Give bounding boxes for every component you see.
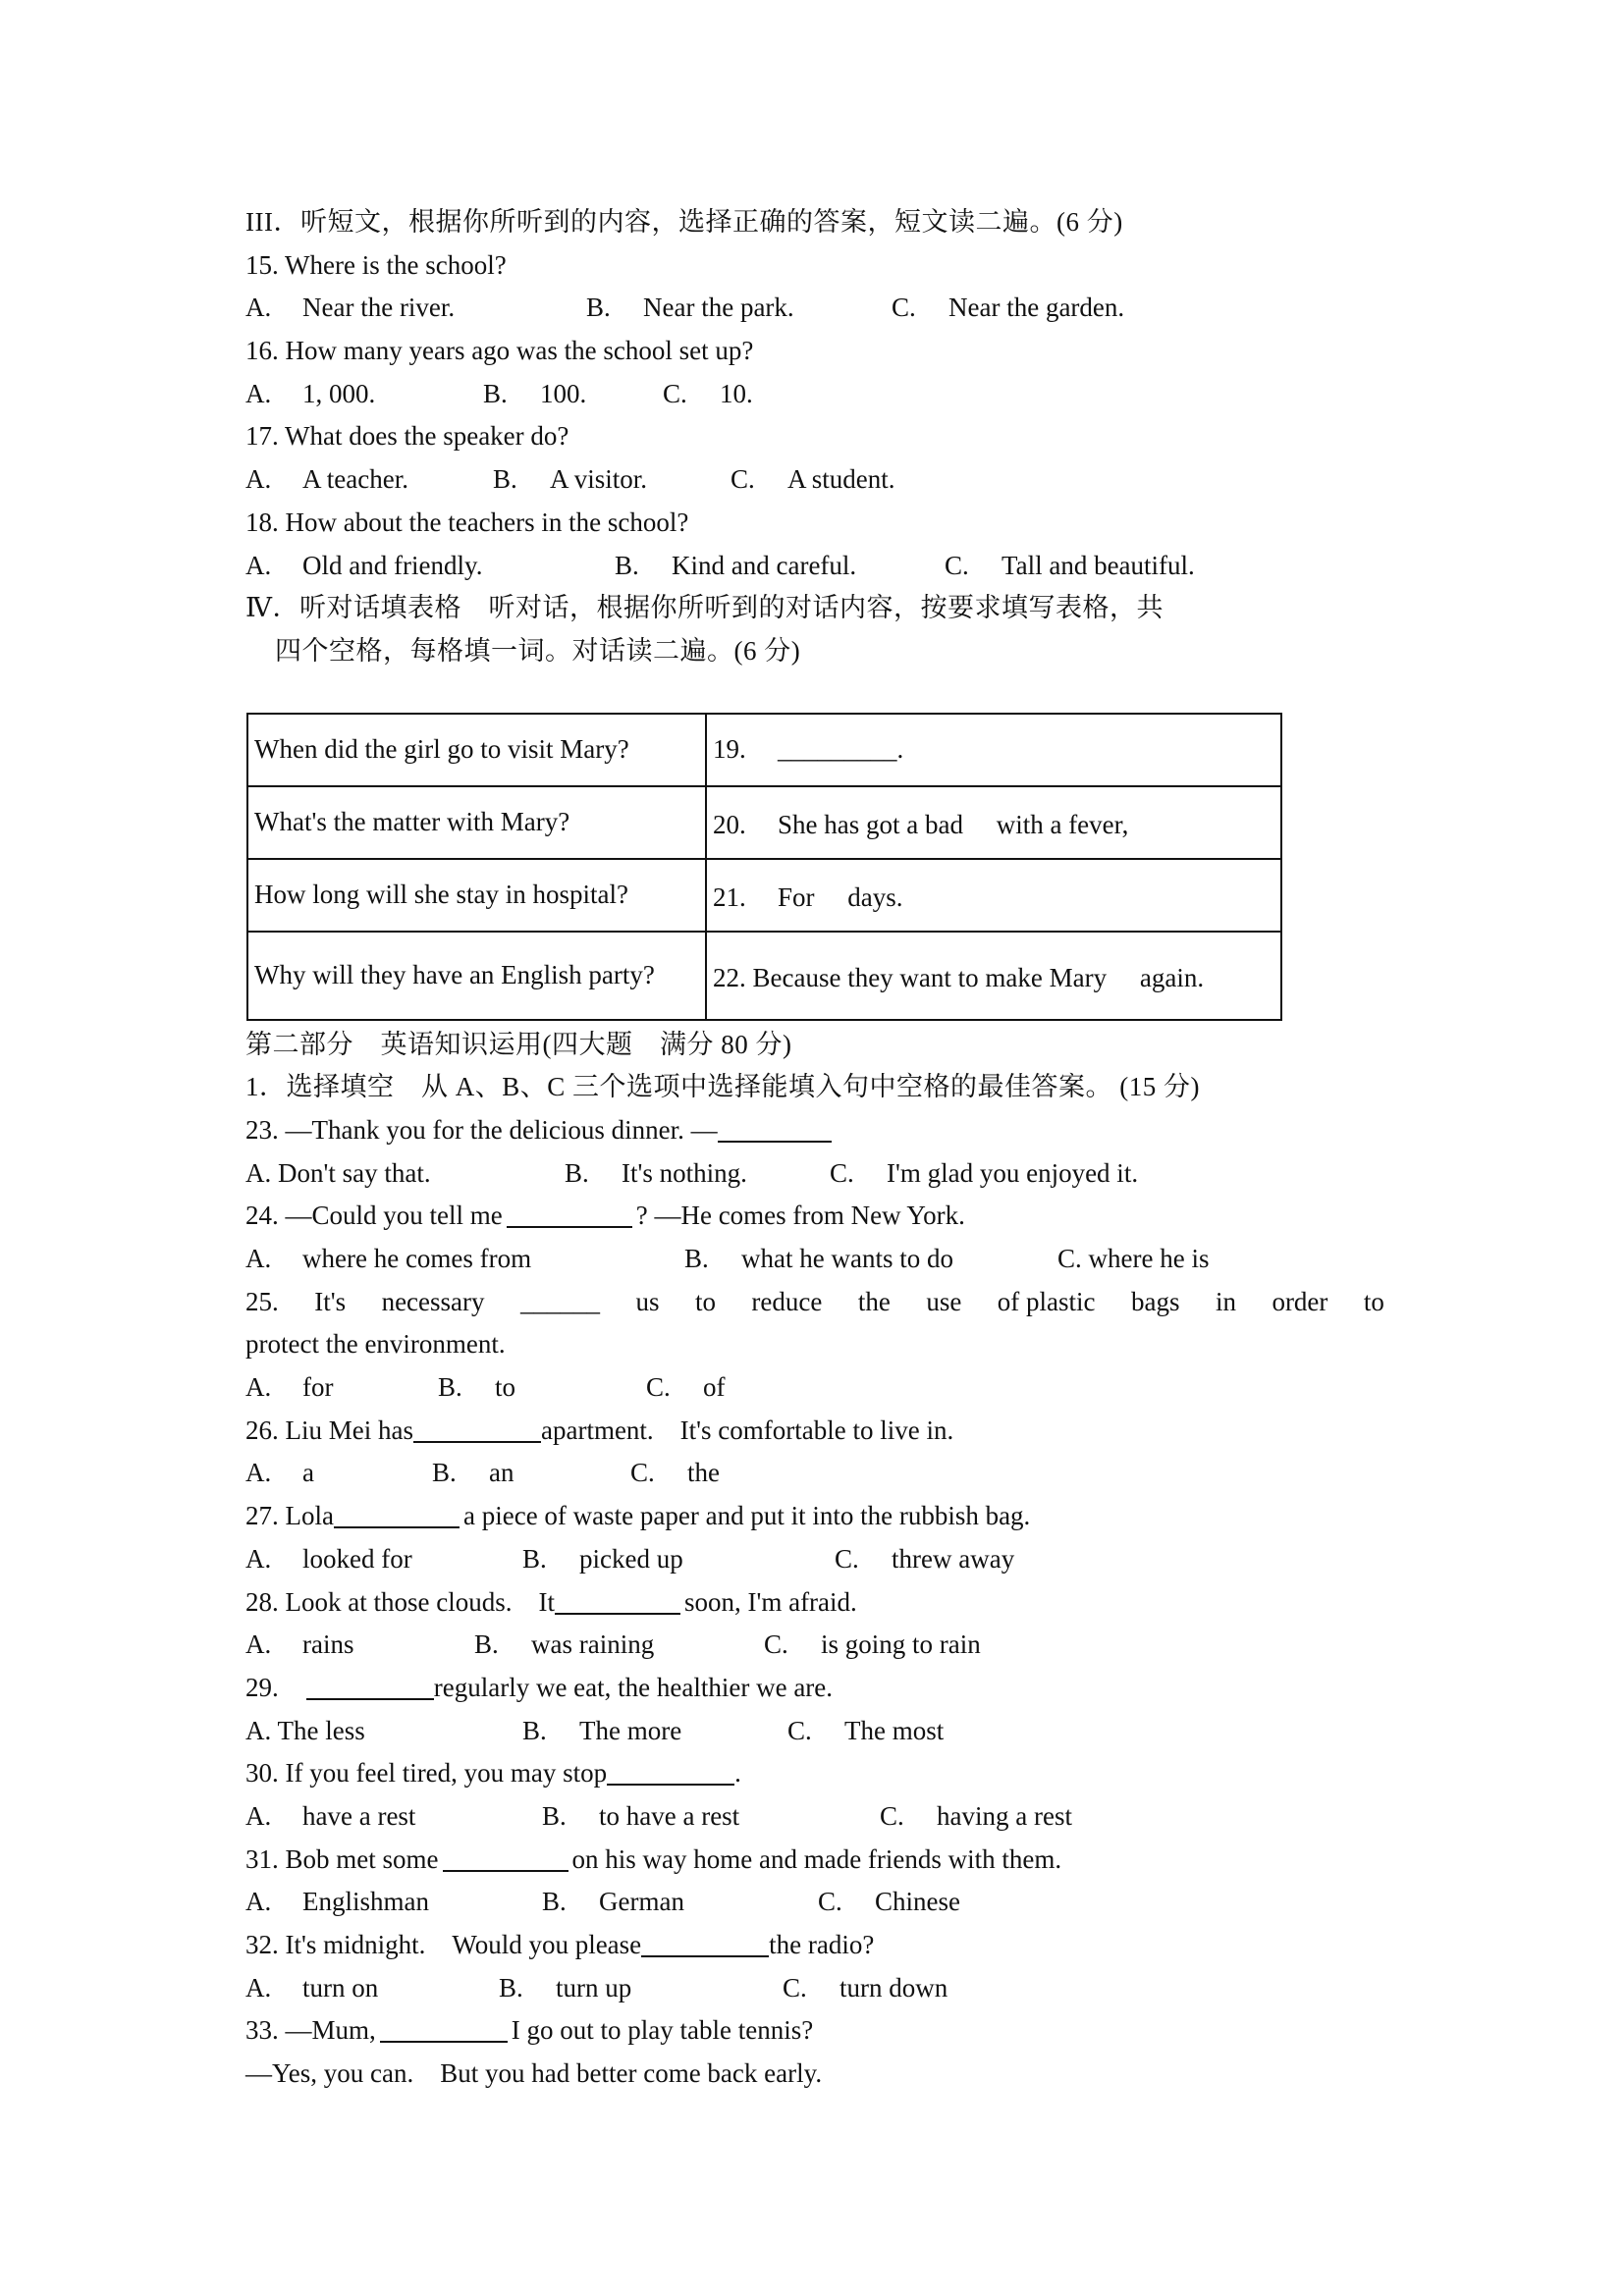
option-a: A. for: [245, 1372, 334, 1403]
option-c: C. The most: [787, 1715, 945, 1745]
option-c: C. Near the garden.: [892, 293, 1125, 323]
option-c: C. Chinese: [818, 1887, 960, 1917]
question-33: 33. —Mum, I go out to play table tennis?: [245, 2015, 814, 2046]
table-row: [247, 859, 1281, 932]
option-c: C. where he is: [1057, 1244, 1210, 1273]
table-question: How long will she stay in hospital?: [247, 859, 706, 932]
option-b: B. Near the park.: [586, 293, 794, 323]
option-b: B. A visitor.: [493, 464, 648, 495]
option-c: C. the: [630, 1458, 720, 1488]
table-answer: 21. For days.: [706, 859, 1281, 932]
table-question: Why will they have an English party?: [247, 932, 706, 1020]
part-2-subheading: 1．选择填空 从 A、B、C 三个选项中选择能填入句中空格的最佳答案。 (15 分): [245, 1072, 1200, 1102]
question-27: 27. Lola a piece of waste paper and put it into the rubbish bag.: [245, 1501, 1031, 1531]
question-23: 23. —Thank you for the delicious dinner. —: [245, 1109, 1404, 1152]
answer-blank: [641, 1928, 769, 1957]
answer-blank: [507, 1199, 632, 1228]
option-c: C. of: [646, 1372, 726, 1403]
table-answer: 20. She has got a bad with a fever,: [706, 786, 1281, 859]
option-a: A. Englishman: [245, 1887, 429, 1917]
question-24-options: [245, 1238, 1404, 1281]
question-16: 16. How many years ago was the school set up?: [245, 336, 754, 366]
table-question: When did the girl go to visit Mary?: [247, 714, 706, 786]
option-c: C. A student.: [731, 464, 895, 495]
option-a: A. Near the river.: [245, 293, 456, 323]
answer-blank: [607, 1756, 734, 1786]
question-23-options: [245, 1152, 1404, 1196]
option-b: B. an: [432, 1458, 514, 1488]
question-15-options: [245, 287, 1404, 330]
answer-blank: [555, 1585, 680, 1615]
question-16-options: [245, 373, 1404, 416]
option-a: A. A teacher.: [245, 464, 408, 495]
question-18-options: [245, 545, 1404, 588]
option-a: A. 1, 000.: [245, 378, 376, 408]
question-24: 24. —Could you tell me ? —He comes from New York.: [245, 1201, 965, 1231]
section-4-heading-line-1: Ⅳ．听对话填表格 听对话，根据你所听到的对话内容，按要求填写表格，共: [245, 593, 1164, 623]
question-30: 30. If you feel tired, you may stop .: [245, 1758, 741, 1789]
question-25: 25. It's necessary ______ us to reduce the use of plastic bags in order to: [245, 1286, 1384, 1316]
part-2-heading: 第二部分 英语知识运用(四大题 满分 80 分): [245, 1029, 792, 1059]
option-a: A. looked for: [245, 1543, 412, 1574]
answer-blank: [718, 1113, 832, 1143]
table-answer: 19. _________.: [706, 714, 1281, 786]
answer-blank: [380, 2013, 508, 2043]
question-30-options: [245, 1795, 1404, 1839]
question-15: 15. Where is the school?: [245, 249, 507, 280]
question-18: 18. How about the teachers in the school?: [245, 507, 689, 537]
option-b: B. what he wants to do: [684, 1244, 953, 1273]
option-a: A. Don't say that.: [245, 1157, 431, 1188]
question-28: 28. Look at those clouds. It soon, I'm afraid.: [245, 1586, 857, 1617]
question-32-options: [245, 1967, 1404, 2010]
table-row: [247, 932, 1281, 1020]
question-17-options: [245, 458, 1404, 502]
option-b: B. Kind and careful.: [615, 550, 857, 580]
answer-blank: [443, 1842, 568, 1872]
answer-blank: [306, 1671, 434, 1700]
option-a: A. The less: [245, 1715, 365, 1745]
option-c: C. 10.: [663, 378, 753, 408]
option-b: B. was raining: [474, 1629, 655, 1660]
option-a: A. where he comes from: [245, 1244, 532, 1273]
exam-page: [245, 201, 1404, 2096]
option-b: B. German: [542, 1887, 684, 1917]
option-c: C. I'm glad you enjoyed it.: [830, 1157, 1139, 1188]
option-b: B. to have a rest: [542, 1800, 740, 1831]
option-b: B. to: [438, 1372, 516, 1403]
option-a: A. rains: [245, 1629, 354, 1660]
option-c: C. is going to rain: [764, 1629, 981, 1660]
option-b: B. The more: [522, 1715, 682, 1745]
option-b: B. 100.: [483, 378, 587, 408]
table-question: What's the matter with Mary?: [247, 786, 706, 859]
question-26: 26. Liu Mei has apartment. It's comfortable to live in.: [245, 1415, 954, 1445]
option-a: A. turn on: [245, 1972, 379, 2002]
section-3-heading: III．听短文，根据你所听到的内容，选择正确的答案，短文读二遍。(6 分): [245, 207, 1123, 237]
option-c: C. threw away: [835, 1543, 1015, 1574]
option-b: B. It's nothing.: [565, 1157, 747, 1188]
table-row: [247, 714, 1281, 786]
question-25-options: [245, 1366, 1404, 1410]
table-row: [247, 786, 1281, 859]
option-b: B. picked up: [522, 1543, 683, 1574]
question-29-options: [245, 1710, 1404, 1753]
question-32: 32. It's midnight. Would you please the radio?: [245, 1930, 875, 1959]
option-a: A. Old and friendly.: [245, 550, 483, 580]
option-a: A. have a rest: [245, 1800, 416, 1831]
section-4-heading-line-2: 四个空格，每格填一词。对话读二遍。(6 分): [275, 635, 801, 666]
table-answer: 22. Because they want to make Mary again.: [706, 932, 1281, 1020]
option-c: C. Tall and beautiful.: [945, 550, 1195, 580]
question-26-options: [245, 1452, 1404, 1495]
question-33-reply: —Yes, you can. But you had better come back early.: [245, 2058, 823, 2089]
question-31: 31. Bob met some on his way home and made friends with them.: [245, 1843, 1062, 1874]
answer-blank: [334, 1499, 460, 1528]
option-c: C. turn down: [783, 1972, 948, 2002]
option-b: B. turn up: [499, 1972, 632, 2002]
question-31-options: [245, 1881, 1404, 1924]
option-a: A. a: [245, 1458, 314, 1488]
question-25-continued: protect the environment.: [245, 1329, 506, 1360]
option-c: C. having a rest: [880, 1800, 1072, 1831]
answer-blank: [413, 1414, 541, 1443]
question-27-options: [245, 1538, 1404, 1581]
dialogue-table: [246, 713, 1282, 1021]
question-17: 17. What does the speaker do?: [245, 421, 569, 452]
question-28-options: [245, 1624, 1404, 1667]
question-29: 29. regularly we eat, the healthier we are.: [245, 1672, 834, 1702]
